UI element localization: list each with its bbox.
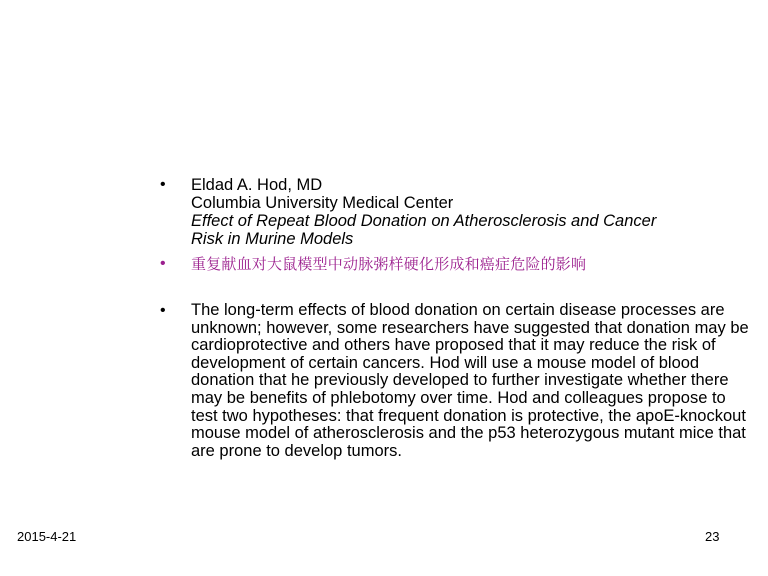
slide-number: 23 — [705, 529, 720, 544]
summary-paragraph: The long-term effects of blood donation on certain disease processes are unknown; however, some researchers have suggested that donation may be cardioprotective and others have proposed that it may reduce the risk of development of certain cancers. Hod will use a mouse model of blood donation that he previously developed to further investigate whether there may be benefits of phlebotomy over time. Hod and colleagues propose to test two hypotheses: that frequent donation is protective, the apoE-knockout mouse model of atherosclerosis and the p53 heterozygous mutant mice that are prone to develop tumors. — [191, 301, 749, 460]
speaker-name: Eldad A. Hod, MD — [191, 176, 323, 194]
footer-date: 2015-4-21 — [17, 529, 77, 544]
talk-title-line-2: Risk in Murine Models — [191, 230, 354, 248]
bullet-marker: • — [160, 302, 166, 319]
speaker-bullet-item — [160, 176, 760, 248]
slide-content — [160, 176, 760, 460]
speaker-institution: Columbia University Medical Center — [191, 194, 454, 212]
chinese-title: 重复献血对大鼠模型中动脉粥样硬化形成和癌症危险的影响 — [191, 255, 587, 273]
summary-bullet-item — [160, 302, 760, 460]
bullet-marker: • — [160, 255, 166, 272]
talk-title-line-1: Effect of Repeat Blood Donation on Atherosclerosis and Cancer — [191, 212, 657, 230]
bullet-marker: • — [160, 176, 166, 193]
chinese-title-bullet-item — [160, 255, 760, 274]
